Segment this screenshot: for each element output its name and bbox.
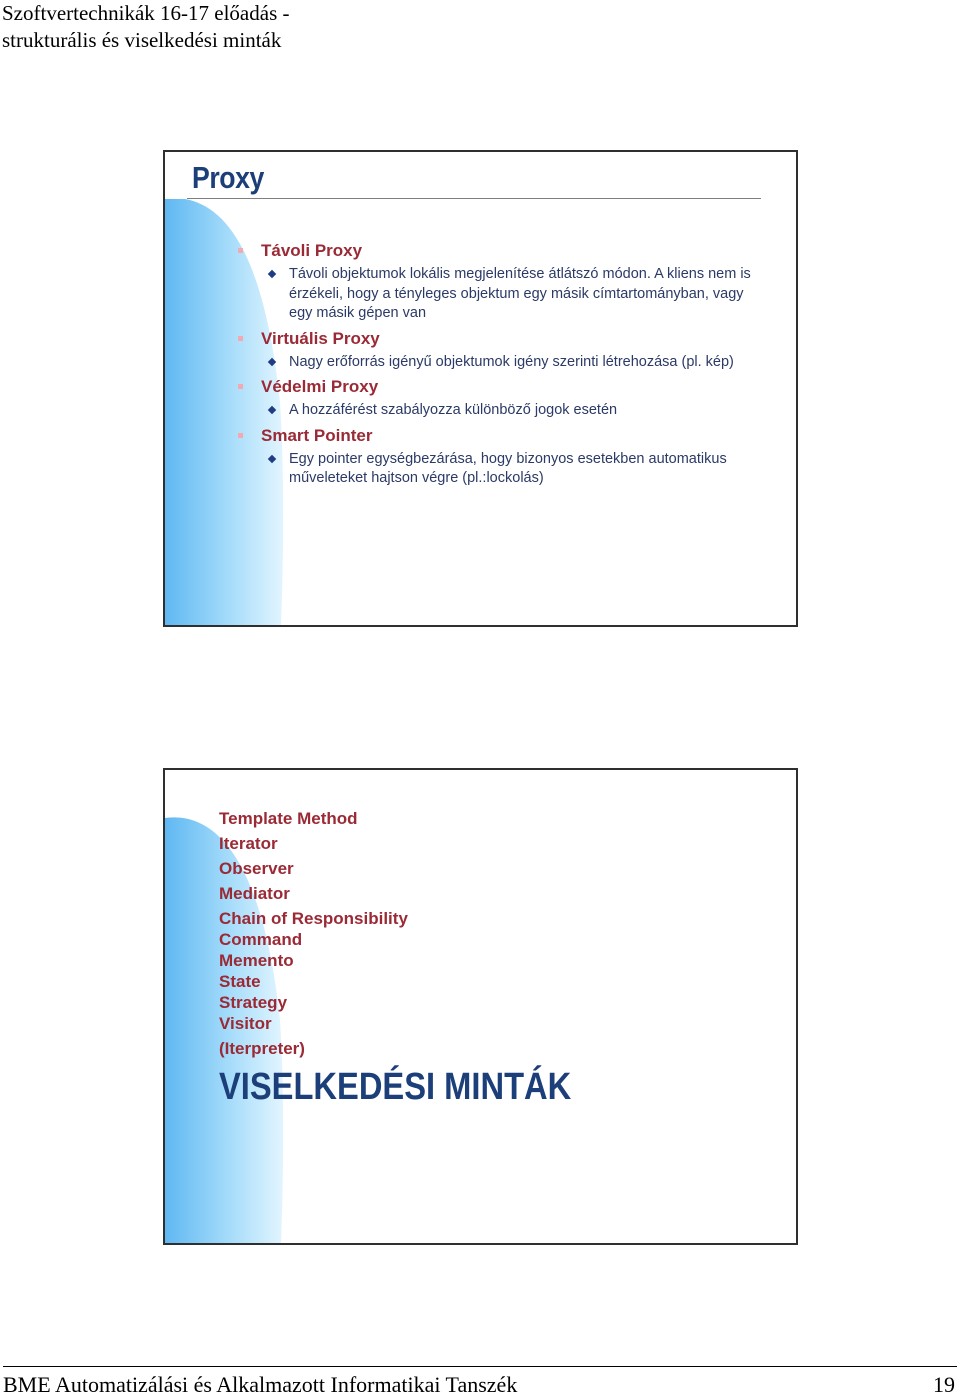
pattern-item: Observer	[219, 859, 294, 878]
square-bullet-icon	[238, 433, 243, 438]
pattern-item: Template Method	[219, 809, 358, 828]
page-header	[2, 0, 289, 54]
title-divider	[187, 198, 761, 199]
pattern-item: (Iterpreter)	[219, 1039, 305, 1058]
slide-behavioral-patterns	[163, 768, 798, 1245]
pattern-item: Command	[219, 930, 303, 949]
square-bullet-icon	[238, 248, 243, 253]
footer-divider	[3, 1366, 957, 1367]
page-footer	[3, 1372, 957, 1398]
diamond-bullet-icon	[268, 357, 276, 365]
bullet-list	[165, 240, 796, 493]
bullet-smart-pointer: Smart Pointer	[165, 425, 796, 446]
page-number: 19	[933, 1372, 955, 1397]
footer-department: BME Automatizálási és Alkalmazott Informatikai Tanszék	[3, 1372, 518, 1397]
sub-bullet-virtual-proxy: Nagy erőforrás igényű objektumok igény szerinti létrehozása (pl. kép)	[165, 353, 796, 373]
slide-proxy	[163, 150, 798, 627]
square-bullet-icon	[238, 336, 243, 341]
diamond-bullet-icon	[268, 406, 276, 414]
header-line-2: strukturális és viselkedési minták	[2, 28, 282, 52]
sub-bullet-protection-proxy: A hozzáférést szabályozza különböző jogok esetén	[165, 401, 796, 421]
pattern-item: Iterator	[219, 834, 278, 853]
pattern-list	[219, 808, 408, 1059]
pattern-item: Mediator	[219, 884, 290, 903]
pattern-item: Chain of Responsibility	[219, 909, 408, 928]
pattern-item: Visitor	[219, 1014, 272, 1033]
slide-title: Proxy	[192, 160, 264, 195]
pattern-item: Memento	[219, 951, 294, 970]
sub-bullet-remote-proxy: Távoli objektumok lokális megjelenítése átlátszó módon. A kliens nem is érzékeli, hogy a tényleges objektum egy másik címtartományban, vagy egy másik gépen van	[165, 265, 796, 324]
pattern-item: State	[219, 972, 261, 991]
pattern-item: Strategy	[219, 993, 288, 1012]
diamond-bullet-icon	[268, 454, 276, 462]
square-bullet-icon	[238, 384, 243, 389]
sub-bullet-smart-pointer: Egy pointer egységbezárása, hogy bizonyos esetekben automatikus műveleteket hajtson végre (pl.:lockolás)	[165, 450, 796, 489]
header-line-1: Szoftvertechnikák 16-17 előadás -	[2, 1, 290, 25]
slide-title: VISELKEDÉSI MINTÁK	[219, 1066, 572, 1108]
bullet-virtual-proxy: Virtuális Proxy	[165, 328, 796, 349]
bullet-protection-proxy: Védelmi Proxy	[165, 376, 796, 397]
bullet-remote-proxy: Távoli Proxy	[165, 240, 796, 261]
diamond-bullet-icon	[268, 270, 276, 278]
